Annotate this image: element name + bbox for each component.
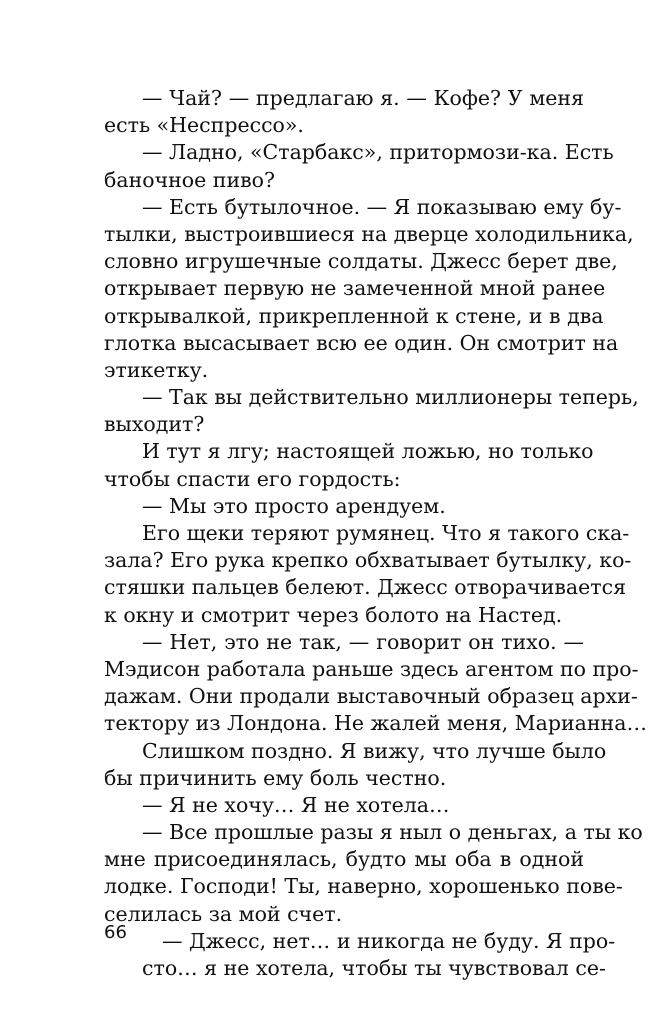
text-line: зала? Его рука крепко обхватывает бутылку, ко- — [104, 548, 632, 573]
text-line: баночное пиво? — [104, 167, 275, 192]
text-line: мне присоединялась, будто мы оба в одной — [104, 847, 584, 872]
text-line: — Ладно, «Старбакс», притормози-ка. Есть — [142, 140, 614, 165]
text-line: стяшки пальцев белеют. Джесс отворачивается — [104, 575, 627, 600]
text-line: есть «Неспрессо». — [104, 113, 304, 138]
text-line: бы причинить ему боль честно. — [104, 765, 447, 790]
text-line: тектору из Лондона. Не жалей меня, Марианна… — [104, 711, 647, 736]
text-line: лодке. Господи! Ты, наверно, хорошенько пове- — [104, 874, 623, 899]
text-line: — Чай? — предлагаю я. — Кофе? У меня — [142, 86, 584, 110]
text-line: тылки, выстроившиеся на дверце холодильника, — [104, 221, 634, 246]
text-line: — Мы это просто арендуем. — [142, 493, 446, 518]
text-line: Мэдисон работала раньше здесь агентом по про- — [104, 656, 639, 681]
text-line: — Есть бутылочное. — Я показываю ему бу- — [142, 194, 622, 219]
text-line: — Так вы действительно миллионеры теперь, — [142, 385, 639, 410]
text-line: — Все прошлые разы я ныл о деньгах, а ты ко — [142, 820, 643, 845]
text-line: словно игрушечные солдаты. Джесс берет две, — [104, 249, 618, 274]
text-line: дажам. Они продали выставочный образец архи- — [104, 684, 638, 709]
text-line: — Нет, это не так, — говорит он тихо. — — [142, 629, 584, 654]
text-line: Его щеки теряют румянец. Что я такого ска- — [142, 521, 630, 545]
text-line: — Джесс, нет… и никогда не буду. Я про- — [162, 928, 616, 953]
text-line: чтобы спасти его гордость: — [104, 466, 401, 491]
text-line: сто… я не хотела, чтобы ты чувствовал се- — [142, 956, 606, 980]
text-line: — Я не хочу… Я не хотела… — [142, 792, 450, 817]
text-line: открывалкой, прикрепленной к стене, и в два — [104, 303, 604, 328]
text-line: И тут я лгу; настоящей ложью, но только — [142, 439, 594, 464]
text-line: открывает первую не замеченной мной ранее — [104, 276, 606, 301]
text-line: глотка высасывает всю ее один. Он смотрит на — [104, 330, 619, 355]
page-number: 66 — [104, 922, 127, 943]
page-body-text — [104, 85, 647, 982]
text-line: этикетку. — [104, 357, 209, 382]
text-line: селилась за мой счет. — [104, 901, 343, 926]
text-line: к окну и смотрит через болото на Настед. — [104, 602, 563, 627]
text-line: Слишком поздно. Я вижу, что лучше было — [142, 738, 607, 763]
text-line: выходит? — [104, 412, 205, 437]
